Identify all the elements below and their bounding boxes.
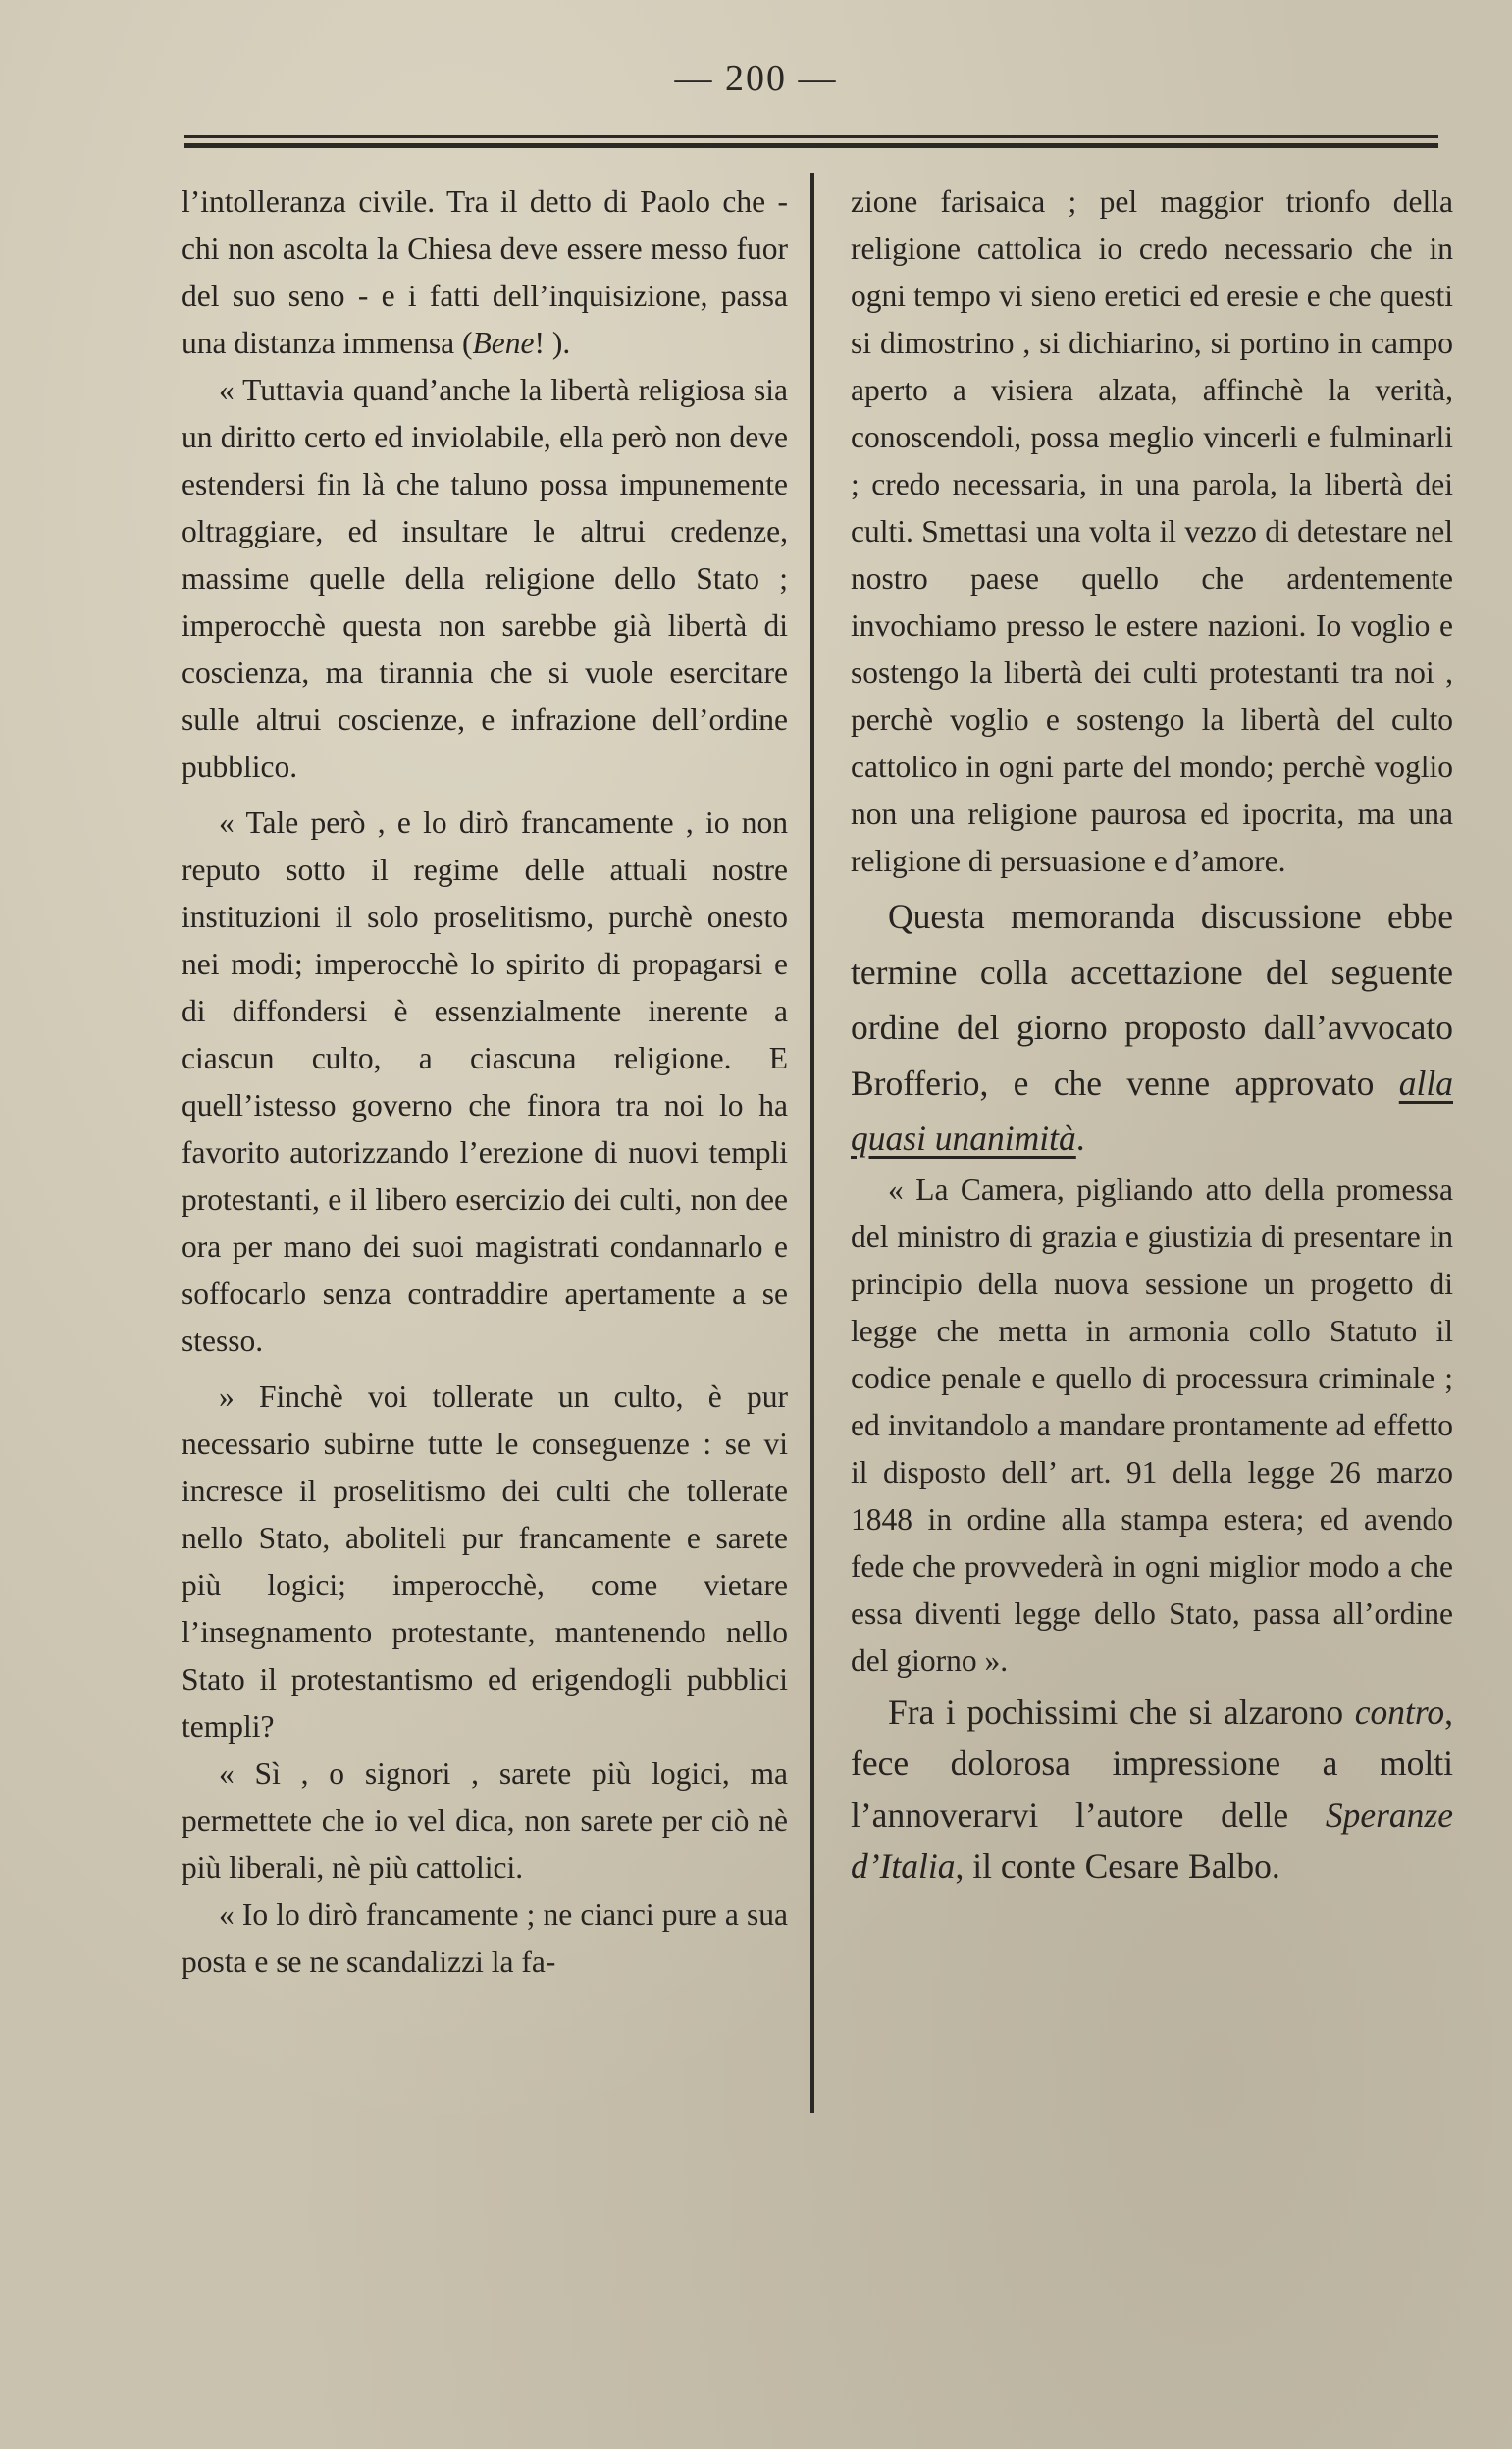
paragraph: « Tale però , e lo dirò francamente , io non reputo sotto il regime delle attuali nostre instituzioni il solo proselitismo, purchè onesto nei modi; imperocchè lo spirito di propagarsi e di diffondersi è essenzialmente inerente a ciascun culto, a ciascuna religione. E quell’istesso governo che finora tra noi lo ha favorito autorizzando l’erezione di nuovi templi protestanti, e il libero esercizio dei culti, non dee ora per mano dei suoi magistrati condannarlo e soffocarlo senza contraddire apertamente a se stesso.: [182, 806, 788, 1358]
paragraph: [182, 179, 788, 367]
paragraph: « Sì , o signori , sarete più logici, ma permettete che io vel dica, non sarete per ciò nè più liberali, nè più cattolici.: [182, 1756, 788, 1885]
paragraph: « Tuttavia quand’anche la libertà religiosa sia un diritto certo ed inviolabile, ella però non deve estendersi fin là che taluno possa impunemente oltraggiare, ed insultare le altrui credenze, massime quelle della religione dello Stato ; imperocchè questa non sarebbe già libertà di coscienza, ma tirannia che si vuole esercitare sulle altrui coscienze, e infrazione dell’ordine pubblico.: [182, 373, 788, 784]
paragraph: « La Camera, pigliando atto della promessa del ministro di grazia e giustizia di presentare in principio della nuova sessione un progetto di legge che metta in armonia collo Statuto il codice penale e quello di processura criminale ; ed invitandolo a mandare prontamente ad effetto il disposto dell’ art. 91 della legge 26 marzo 1848 in ordine alla stampa estera; ed avendo fede che provvederà in ogni miglior modo a che essa diventi legge dello Stato, passa all’ordine del giorno ».: [851, 1172, 1453, 1678]
left-column: [182, 179, 788, 1986]
paragraph-text: Questa memoranda discussione ebbe termine colla accettazione del seguente ordine del giorno proposto dall’avvocato Brofferio, e che venne approvato: [851, 897, 1453, 1103]
header-rule-thick: [184, 143, 1438, 148]
paragraph-large: [851, 889, 1453, 1167]
right-column: [851, 179, 1453, 1893]
emphasis-underlined: alla quasi unanimità: [851, 1063, 1453, 1158]
emphasis: contro: [1354, 1692, 1445, 1732]
paragraph-text: Fra i pochissimi che si alzarono: [888, 1692, 1355, 1732]
paragraph-text: .: [1075, 1119, 1085, 1158]
paragraph-text: , fece dolorosa impressione a molti l’annoverarvi l’autore delle: [851, 1692, 1453, 1835]
paragraph: zione farisaica ; pel maggior trionfo della religione cattolica io credo necessario che in ogni tempo vi sieno eretici ed eresie e che questi si dimostrino , si dichiarino, si portino in campo aperto a visiera alzata, affinchè la verità, conoscendoli, possa meglio vincerli e fulminarli ; credo necessaria, in una parola, la libertà dei culti. Smettasi una volta il vezzo di detestare nel nostro paese quello che ardentemente invochiamo presso le estere nazioni. Io voglio e sostengo la libertà dei culti protestanti tra noi , perchè voglio e sostengo la libertà del culto cattolico in ogni parte del mondo; perchè voglio non una religione paurosa ed ipocrita, ma una religione di persuasione e d’amore.: [851, 184, 1453, 878]
column-divider: [810, 173, 814, 2113]
paragraph-text: ! ).: [534, 326, 571, 360]
paragraph-text: l’intolleranza civile. Tra il detto di Paolo che - chi non ascolta la Chiesa deve essere messo fuor del suo seno - e i fatti dell’inquisizione, passa una distanza immensa (: [182, 184, 788, 360]
emphasis: Bene: [472, 326, 535, 360]
emphasis: Speranze d’Italia: [851, 1795, 1453, 1886]
paragraph: « Io lo dirò francamente ; ne cianci pure a sua posta e se ne scandalizzi la fa-: [182, 1898, 788, 1979]
paragraph: » Finchè voi tollerate un culto, è pur necessario subirne tutte le conseguenze : se vi incresce il proselitismo dei culti che tollerate nello Stato, aboliteli pur francamente e sarete più logici; imperocchè, come vietare l’insegnamento protestante, mantenendo nello Stato il protestantismo ed erigendogli pubblici templi?: [182, 1380, 788, 1744]
paragraph-text: , il conte Cesare Balbo.: [955, 1847, 1280, 1886]
paragraph-large: [851, 1687, 1453, 1893]
page-number: — 200 —: [674, 58, 838, 99]
header-rule-thin: [184, 135, 1438, 138]
